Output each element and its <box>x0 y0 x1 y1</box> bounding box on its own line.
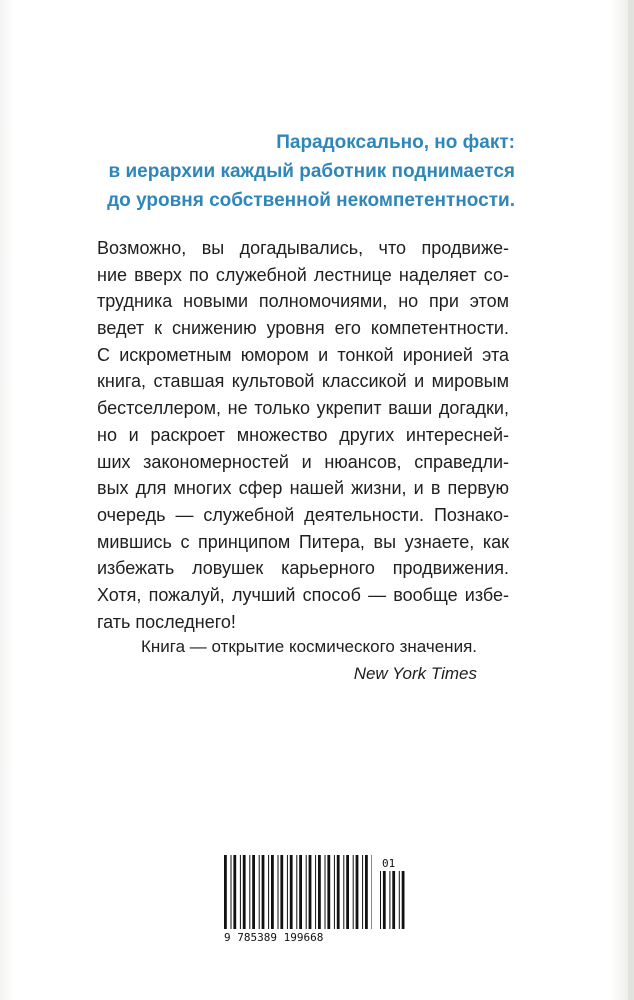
barcode-bar <box>231 855 232 929</box>
headline <box>60 128 515 215</box>
barcode-bar <box>243 855 246 929</box>
barcode-bars-main <box>224 855 372 929</box>
headline-line-3: до уровня собственной некомпетентности. <box>107 190 515 211</box>
barcode-bar <box>372 855 373 929</box>
barcode-bar <box>249 855 250 929</box>
barcode-bar <box>306 855 307 929</box>
description-line: С искрометным юмором и тонкой иронией эта <box>97 344 509 365</box>
barcode-bar <box>392 871 395 929</box>
barcode-bar <box>296 855 297 929</box>
barcode-graphic <box>222 853 412 943</box>
description-line: книга, ставшая культовой классикой и мировым <box>97 371 509 392</box>
barcode-bar <box>290 855 293 929</box>
barcode-bar <box>262 855 265 929</box>
description-line: трудника новыми полномочиями, но при этом <box>97 291 509 312</box>
barcode-bar <box>365 855 368 929</box>
barcode-bars-addon <box>380 871 405 929</box>
barcode-bar <box>343 855 344 929</box>
barcode-bar <box>380 871 381 929</box>
barcode-bar <box>252 855 255 929</box>
barcode-bar <box>299 855 302 929</box>
barcode-bar <box>362 855 363 929</box>
barcode-bar <box>356 855 359 929</box>
barcode-bar <box>346 855 349 929</box>
description <box>97 235 509 635</box>
barcode-bar <box>383 871 386 929</box>
barcode-bar <box>287 855 288 929</box>
description-line: избежать ловушек карьерного продвижения. <box>97 558 509 579</box>
barcode-bar <box>233 855 236 929</box>
description-line: Хотя, пожалуй, лучший способ — вообще избе- <box>97 584 509 605</box>
barcode-bar <box>325 855 326 929</box>
barcode-bar <box>337 855 340 929</box>
description-line: ведет к снижению уровня его компетентности. <box>97 318 509 339</box>
barcode-bar <box>318 855 321 929</box>
description-line: Возможно, вы догадывались, что продвиже- <box>97 238 509 258</box>
headline-line-2: в иерархии каждый работник поднимается <box>108 161 515 182</box>
barcode-bar <box>224 855 227 929</box>
review-quote <box>97 633 509 687</box>
barcode-bar <box>259 855 260 929</box>
barcode-bar <box>327 855 330 929</box>
barcode-bar <box>389 871 390 929</box>
barcode-bar <box>268 855 269 929</box>
description-line: но и раскроет множество других интересней- <box>97 424 509 445</box>
barcode-bar <box>315 855 316 929</box>
quote-text: Книга — открытие космического значения. <box>140 637 477 656</box>
description-line: вых для многих сфер нашей жизни, и в первую <box>97 478 509 499</box>
barcode-bar <box>399 871 400 929</box>
description-line: ших закономерностей и нюансов, справедли- <box>97 451 509 472</box>
barcode-bar <box>334 855 335 929</box>
isbn-barcode <box>222 853 412 943</box>
barcode-bar <box>309 855 312 929</box>
description-line: гать последнего! <box>97 611 236 632</box>
description-line: бестселлером, не только укрепит ваши догадки, <box>97 398 509 419</box>
cover-edge <box>628 0 634 1000</box>
barcode-bar <box>240 855 241 929</box>
barcode-bar <box>271 855 274 929</box>
barcode-bar <box>402 871 405 929</box>
quote-source: New York Times <box>353 664 477 683</box>
barcode-bar <box>353 855 354 929</box>
barcode-bar <box>278 855 279 929</box>
description-line: очередь — служебной деятельности. Познако- <box>97 504 509 525</box>
addon-digits: 01 <box>382 857 396 870</box>
headline-line-1: Парадоксально, но факт: <box>276 132 515 153</box>
isbn-digits: 9 785389 199668 <box>224 931 324 943</box>
description-line: ние вверх по служебной лестнице наделяет со- <box>97 264 509 285</box>
barcode-bar <box>280 855 283 929</box>
description-line: мившись с принципом Питера, вы узнаете, как <box>97 531 509 552</box>
